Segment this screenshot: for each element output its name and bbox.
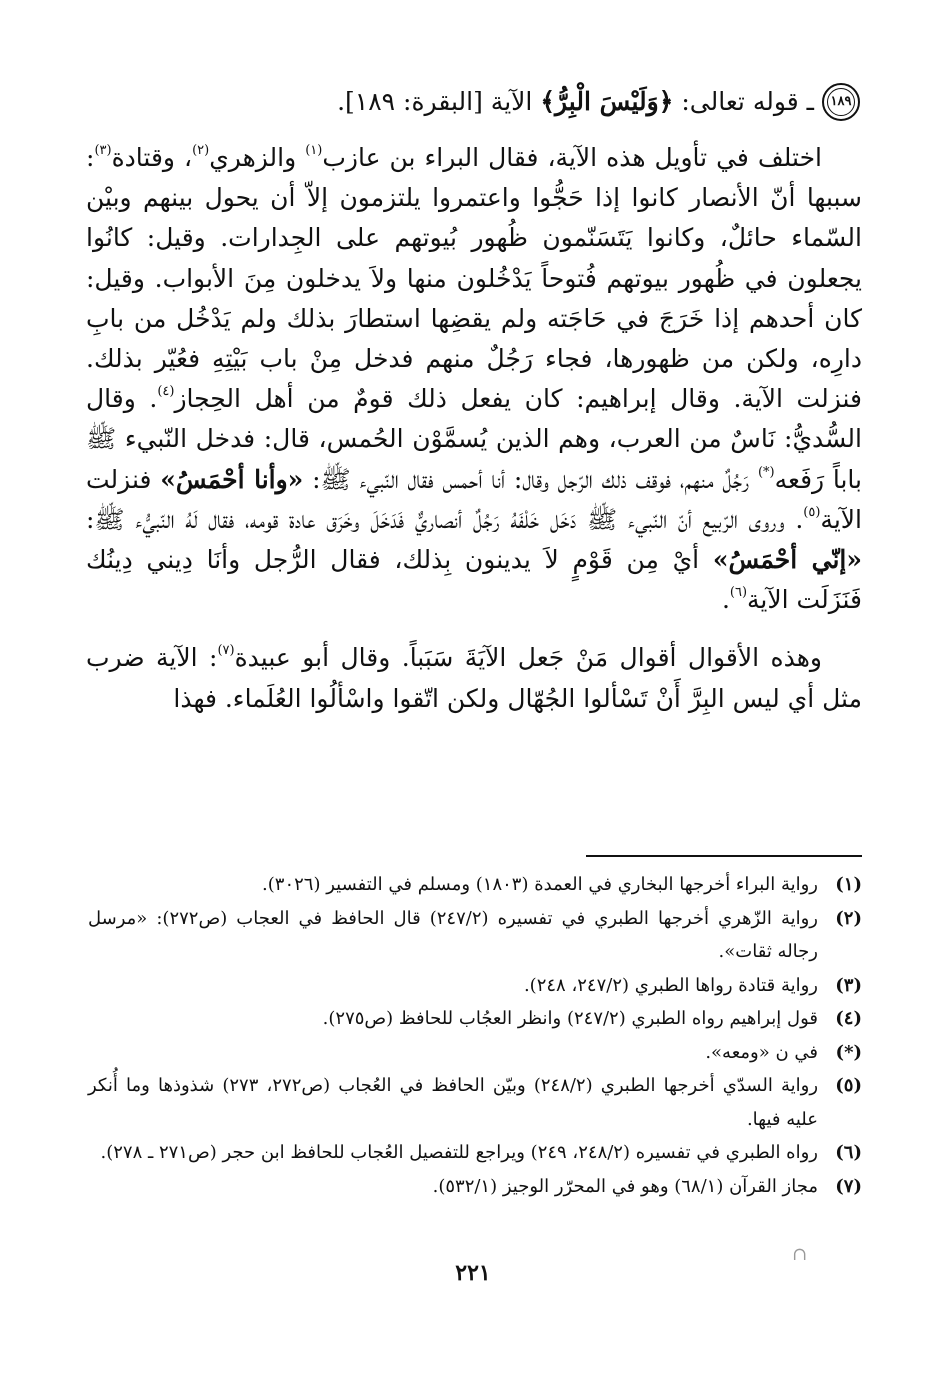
footnote-ref-3[interactable]: (٣) [94, 143, 112, 158]
footnote-ref-star[interactable]: (*) [757, 464, 775, 480]
paragraph-1: اختلف في تأويل هذه الآية، فقال البراء بن عازب$^{(١)}$ والزهري$^{(٢)}$، وقتادة$^{(٣)}$: سببها أنّ الأنصار كانوا إذا حَجُّوا واعتمروا يلتزمون إلاّ أن يحول بينهم وبيْن السّماء حائلٌ، وكانوا يَتَسَنّمون ظُهور بُيوتهم على الجِدارات. وقيل: كانُوا يجعلون في ظُهور بيوتهم فُتوحاً يَدْخُلون منها ولاَ يدخلون مِنَ الأبواب. وقيل: كان أحدهم إذا خَرَجَ في حَاجَته ولم يقضِها استطارَ بذلك ولم يَدْخُل من بابِ دارِه، ولكن من ظهورها، فجاء رَجُلٌ منهم فدخل مِنْ باب بَيْتِهِ فعُيّر بذلك. فنزلت الآية. وقال إبراهيم: كان يفعل ذلك قومٌ من أهل الحِجاز$^{(٤)}$. وقال السُّديُّ: نَاسٌ من العرب، وهم الذين يُسمَّوْن الحُمس، قال: فدخل النّبيء ﷺ باباً رَفَعه(*) رَجُلٌ منهم، فوقف ذلك الرّجل وقال: أنا أحمس فقال النّبيء ﷺ: «وأنا أحْمَسُ» فنزلت الآية$^{(٥)}$. وروى الرّبيع أنّ النّبيء ﷺ دَخَل خَلْفَهُ رَجُلٌ أنصاريٌّ فَدَخَلَ وخَرَق عادة قومه، فقال لَهُ النّبيُّء ﷺ: «إنّي أحْمَسُ» أيْ مِن قَوْمٍ لاَ يدينون بِذلك، فقال الرُّجل وأنَا دِيني دِينُك فَنَزَلَت الآية$^{(٦)}$. [86, 143, 863, 615]
footnote-text: رواية الزّهري أخرجها الطبري في تفسيره (٢٤٧/٢) قال الحافظ في العجاب (ص٢٧٢): «مرسل رجاله ثقات». [88, 907, 819, 962]
footnote-text: رواه الطبري في تفسيره (٢٤٨/٢، ٢٤٩) ويراجع للتفصيل العُجاب للحافظ ابن حجر (ص٢٧١ ـ ٢٧٨). [100, 1142, 818, 1163]
footnote-ref-5[interactable]: (٥) [803, 504, 821, 520]
footnote-text: في ن «ومعه». [705, 1041, 818, 1063]
quran-verse: ﴿وَلَيْسَ الْبِرُّ﴾ [540, 87, 674, 116]
footnote-ref-2[interactable]: (٢) [192, 143, 210, 158]
footnote-text: رواية قتادة رواها الطبري (٢٤٧/٢، ٢٤٨). [523, 974, 818, 996]
verse-number: ١٨٩ [830, 94, 852, 109]
footnote-ref-6[interactable]: (٦) [729, 585, 748, 601]
footnote-divider [586, 855, 862, 857]
footnote-item [88, 1170, 862, 1204]
verse-number-medallion [822, 83, 860, 121]
heading-suffix: الآية [البقرة: ١٨٩]. [337, 87, 533, 116]
footnote-number: (٦) [835, 1142, 862, 1163]
footnote-item [88, 902, 862, 969]
footnote-item [88, 1069, 862, 1136]
footnotes [88, 868, 862, 1203]
footnote-item [88, 969, 862, 1003]
page-number: ٢٢١ [455, 1260, 491, 1286]
footnote-item [88, 1002, 862, 1036]
footnote-number: (٢) [835, 907, 862, 929]
footnote-ref-7[interactable]: (٧) [217, 643, 235, 659]
footnote-number: (*) [835, 1041, 862, 1063]
footnote-number: (٧) [835, 1175, 862, 1197]
heading-prefix: ـ قوله تعالى: [681, 87, 814, 116]
footnote-text: رواية السدّي أخرجها الطبري (٢٤٨/٢) وبيّن الحافظ في العُجاب (ص٢٧٢، ٢٧٣) شذوذها وما أُنكر عليه فيها. [88, 1075, 819, 1130]
stray-mark: ∩ [792, 1244, 808, 1265]
footnote-text: رواية البراء أخرجها البخاري في العمدة (١٨٠٣) ومسلم في التفسير (٣٠٢٦). [262, 874, 818, 895]
footnote-number: (٥) [835, 1075, 862, 1096]
main-text [86, 138, 862, 719]
footnote-text: مجاز القرآن (٦٨/١) وهو في المحرّر الوجيز (٥٣٢/١). [432, 1175, 818, 1197]
footnote-ref-1[interactable]: (١) [305, 143, 323, 158]
footnote-ref-4[interactable]: (٤) [157, 384, 175, 400]
hadith-quote: «إنّي أحْمَسُ» [712, 545, 863, 575]
footnote-text: قول إبراهيم رواه الطبري (٢٤٧/٢) وانظر العجُاب للحافظ (ص٢٧٥). [322, 1008, 818, 1029]
footnote-item [88, 868, 862, 902]
footnote-item [88, 1136, 862, 1170]
hadith-quote: «وأنا أحْمَسُ» [160, 464, 304, 494]
verse-heading [120, 82, 860, 122]
footnote-item [88, 1036, 862, 1070]
footnote-number: (٣) [835, 974, 862, 996]
paragraph-2: وهذه الأقوال أقوال مَنْ جَعل الآيَةَ سَبَباً. وقال أبو عبيدة$^{(٧)}$: الآية ضرب مثل أي ليس البِرَّ أَنْ تَسْألوا الجُهّال ولكن اتّقوا واسْألُوا العُلَماء. فهذا [86, 643, 862, 713]
footnote-number: (١) [835, 874, 862, 895]
footnote-number: (٤) [835, 1008, 862, 1029]
